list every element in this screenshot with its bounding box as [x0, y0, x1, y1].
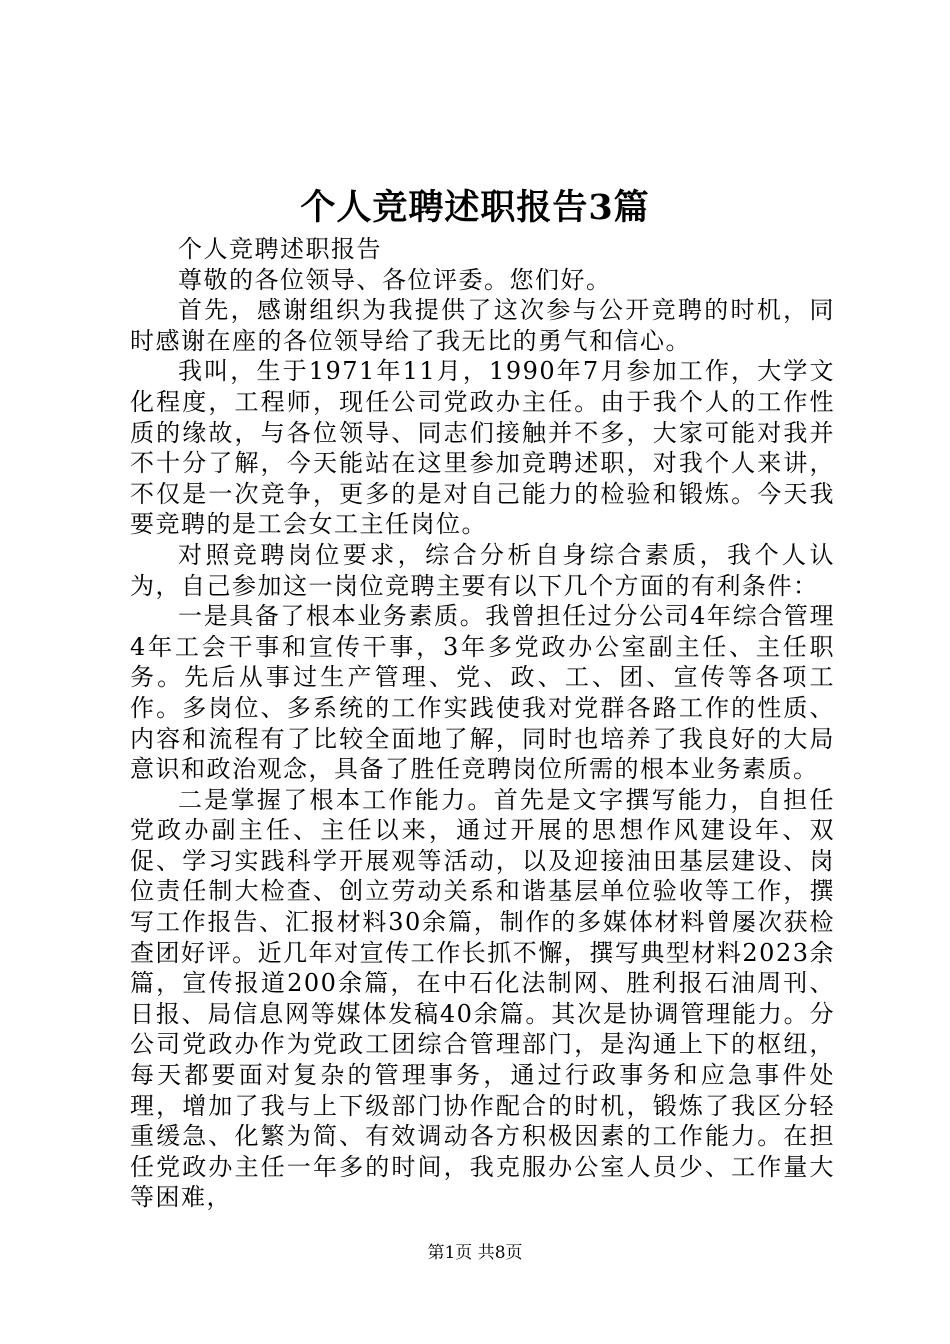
paragraph: 个人竞聘述职报告: [178, 235, 382, 263]
paragraph: 尊敬的各位领导、各位评委。您们好。: [178, 265, 612, 294]
paragraph: 二是掌握了根本工作能力。首先是文字撰写能力，自担任党政办副主任、主任以来，通过开展的思想作风建设年、双促、学习实践科学开展观等活动，以及迎接油田基层建设、岗位责任制大检查、创立劳动关系和谐基层单位验收等工作，撰写工作报告、汇报材料30余篇，制作的多媒体材料曾屡次获检查团好评。近几年对宣传工作长抓不懈，撰写典型材料2023余篇，宣传报道200余篇，在中石化法制网、胜利报石油周刊、日报、局信息网等媒体发稿40余篇。其次是协调管理能力。分公司党政办作为党政工团综合管理部门，是沟通上下的枢纽，每天都要面对复杂的管理事务，通过行政事务和应急事件处理，增加了我与上下级部门协作配合的时机，锻炼了我区分轻重缓急、化繁为简、有效调动各方积极因素的工作能力。在担任党政办主任一年多的时间，我克服办公室人员少、工作量大等困难，: [130, 785, 835, 1212]
document-body: [130, 234, 835, 1213]
document-title: 个人竞聘述职报告3篇: [300, 187, 650, 228]
paragraph: 我叫，生于1971年11月，1990年7月参加工作，大学文化程度，工程师，现任公司党政办主任。由于我个人的工作性质的缘故，与各位领导、同志们接触并不多，大家可能对我并不十分了解，今天能站在这里参加竞聘述职，对我个人来讲，不仅是一次竞争，更多的是对自己能力的检验和锻炼。今天我要竞聘的是工会女工主任岗位。: [130, 357, 835, 539]
paragraph: 对照竞聘岗位要求，综合分析自身综合素质，我个人认为，自己参加这一岗位竞聘主要有以下几个方面的有利条件：: [130, 540, 835, 600]
page-footer: 第1页 共8页: [427, 1243, 523, 1263]
paragraph: 一是具备了根本业务素质。我曾担任过分公司4年综合管理4年工会干事和宣传干事，3年多党政办公室副主任、主任职务。先后从事过生产管理、党、政、工、团、宣传等各项工作。多岗位、多系统的工作实践使我对党群各路工作的性质、内容和流程有了比较全面地了解，同时也培养了我良好的大局意识和政治观念，具备了胜任竞聘岗位所需的根本业务素质。: [130, 602, 835, 784]
paragraph: 首先，感谢组织为我提供了这次参与公开竞聘的时机，同时感谢在座的各位领导给了我无比的勇气和信心。: [130, 296, 835, 355]
